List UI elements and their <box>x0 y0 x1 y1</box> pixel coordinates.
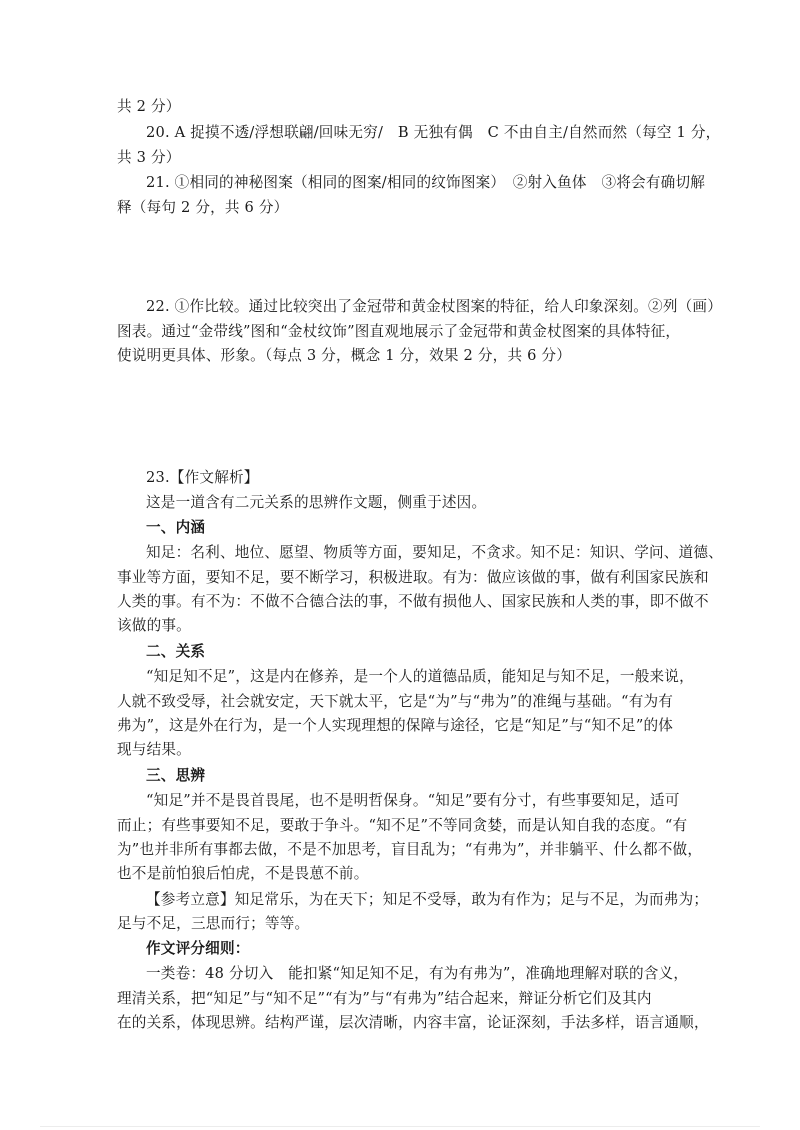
answer-22-cont-1: 图表。通过“金带线”图和“金杖纹饰”图直观地展示了金冠带和黄金杖图案的具体特征， <box>117 323 681 340</box>
scoring-rules-heading: 作文评分细则： <box>146 940 250 957</box>
section-heading-connotation: 一、内涵 <box>146 519 206 536</box>
answer-23-heading: 23.【作文解析】 <box>146 469 259 486</box>
page-bottom-rule <box>40 1126 760 1127</box>
dialectic-paragraph-line-3: 为”也并非所有事都去做，不是不加思考，盲目乱为；“有弗为”，并非躺平、什么都不做， <box>117 841 703 858</box>
reference-theme-line-1: 【参考立意】知足常乐，为在天下；知足不受辱，敢为有作为；足与不足，为而弗为； <box>146 891 709 908</box>
answer-20-cont: 共 3 分） <box>117 149 181 166</box>
scoring-rules-line-1: 一类卷：48 分切入 能扣紧“知足知不足，有为有弗为”，准确地理解对联的含义， <box>146 965 689 982</box>
connotation-paragraph-line-1: 知足：名利、地位、愿望、物质等方面，要知足，不贪求。知不足：知识、学问、道德、 <box>146 544 723 561</box>
answer-20: 20. A 捉摸不透/浮想联翩/回味无穷/ B 无独有偶 C 不由自主/自然而然（每空 1 分， <box>146 124 721 141</box>
dialectic-paragraph-line-1: “知足”并不是畏首畏尾，也不是明哲保身。“知足”要有分寸，有些事要知足，适可 <box>146 792 680 809</box>
relation-paragraph-line-2: 人就不致受辱，社会就安定，天下就太平，它是“为”与“弗为”的准绳与基础。“有为有 <box>117 693 674 710</box>
section-heading-dialectic: 三、思辨 <box>146 767 206 784</box>
relation-paragraph-line-4: 现与结果。 <box>117 741 191 758</box>
connotation-paragraph-line-2: 事业等方面，要知不足，要不断学习，积极进取。有为：做应该做的事，做有利国家民族和 <box>117 569 709 586</box>
relation-paragraph-line-3: 弗为”，这是外在行为，是一个人实现理想的保障与途径，它是“知足”与“知不足”的体 <box>117 717 674 734</box>
answer-21: 21. ①相同的神秘图案（相同的图案/相同的纹饰图案） ②射入鱼体 ③将会有确切解 <box>146 174 706 191</box>
essay-intro: 这是一道含有二元关系的思辨作文题，侧重于述因。 <box>146 494 487 511</box>
answer-22-cont-2: 使说明更具体、形象。（每点 3 分，概念 1 分，效果 2 分，共 6 分） <box>117 347 571 364</box>
reference-theme-line-2: 足与不足，三思而行；等等。 <box>117 915 310 932</box>
dialectic-paragraph-line-4: 也不是前怕狼后怕虎，不是畏葸不前。 <box>117 865 369 882</box>
answer-21-cont: 释（每句 2 分，共 6 分） <box>117 199 289 216</box>
connotation-paragraph-line-3: 人类的事。有不为：不做不合德合法的事，不做有损他人、国家民族和人类的事，即不做不 <box>117 593 709 610</box>
answer-22: 22. ①作比较。通过比较突出了金冠带和黄金杖图案的特征，给人印象深刻。②列（画） <box>146 298 723 315</box>
dialectic-paragraph-line-2: 而止；有些事要知不足，要敢于争斗。“知不足”不等同贪婪，而是认知自我的态度。“有 <box>117 817 688 834</box>
section-heading-relation: 二、关系 <box>146 643 206 660</box>
scoring-rules-line-3: 在的关系，体现思辨。结构严谨，层次清晰，内容丰富，论证深刻，手法多样，语言通顺， <box>117 1014 709 1031</box>
relation-paragraph-line-1: “知足知不足”，这是内在修养，是一个人的道德品质，能知足与知不足，一般来说， <box>146 668 694 685</box>
answer-19-tail: 共 2 分） <box>117 98 181 115</box>
connotation-paragraph-line-4: 该做的事。 <box>117 617 191 634</box>
scoring-rules-line-2: 理清关系，把“知足”与“知不足”“有为”与“有弗为”结合起来，辩证分析它们及其内 <box>117 990 652 1007</box>
